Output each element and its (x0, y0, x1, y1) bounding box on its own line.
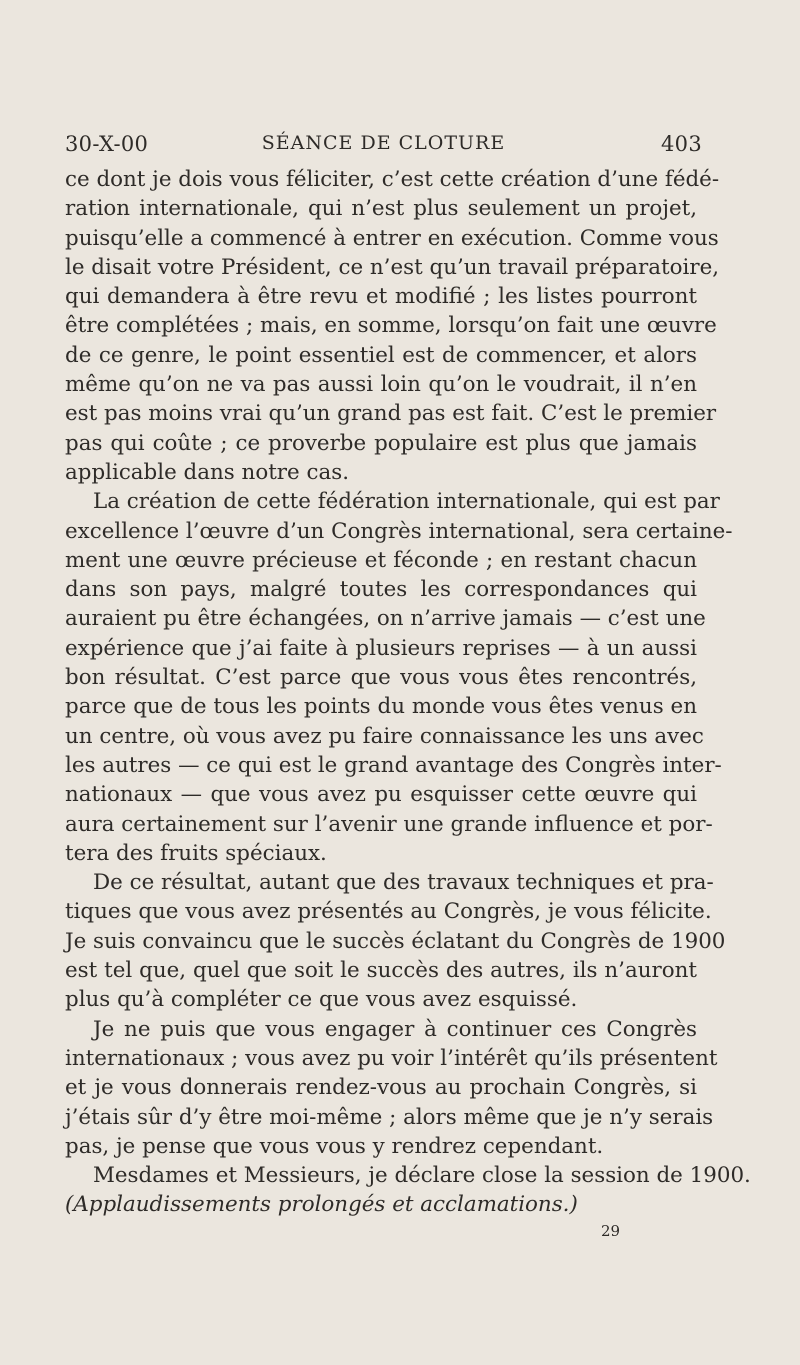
signature-mark: 29 (601, 1222, 621, 1240)
text-line: tera des fruits spéciaux. (65, 840, 327, 866)
header-title: SÉANCE DE CLOTURE (261, 132, 506, 154)
text-line: les autres — ce qui est le grand avantage des Congrès inter- (65, 752, 722, 778)
text-line: internationaux ; vous avez pu voir l’intérêt qu’ils présentent (65, 1045, 718, 1071)
text-line: Je suis convaincu que le succès éclatant du Congrès de 1900 (65, 928, 726, 954)
text-line: plus qu’à compléter ce que vous avez esquissé. (65, 987, 578, 1013)
text-line: auraient pu être échangées, on n’arrive jamais — c’est une (65, 606, 706, 632)
text-line: tiques que vous avez présentés au Congrès, je vous félicite. (65, 899, 712, 925)
text-line: aura certainement sur l’avenir une grande influence et por- (65, 811, 713, 837)
text-line: ration internationale, qui n’est plus seulement un projet, (65, 196, 697, 222)
text-line: j’étais sûr d’y être moi-même ; alors même que je n’y serais (65, 1104, 714, 1130)
text-line: bon résultat. C’est parce que vous vous êtes rencontrés, (65, 665, 697, 691)
text-line: même qu’on ne va pas aussi loin qu’on le voudrait, il n’en (65, 372, 697, 398)
text-line: La création de cette fédération internationale, qui est par (93, 489, 720, 515)
text-line: Mesdames et Messieurs, je déclare close la session de 1900. (93, 1163, 751, 1189)
header-date: 30-X-00 (65, 132, 149, 156)
text-line: expérience que j’ai faite à plusieurs reprises — à un aussi (65, 635, 697, 661)
text-line: est tel que, quel que soit le succès des autres, ils n’auront (65, 958, 697, 984)
text-line: nationaux — que vous avez pu esquisser cette œuvre qui (65, 782, 697, 808)
running-header (65, 132, 702, 160)
text-line: dans son pays, malgré toutes les correspondances qui (65, 577, 697, 603)
text-line: pas, je pense que vous vous y rendrez cependant. (65, 1133, 604, 1159)
text-line: ment une œuvre précieuse et féconde ; en restant chacun (65, 547, 697, 573)
text-line: un centre, où vous avez pu faire connaissance les uns avec (65, 723, 704, 749)
text-line: applicable dans notre cas. (65, 459, 349, 485)
page-number: 403 (661, 132, 702, 156)
text-line: ce dont je dois vous féliciter, c’est cette création d’une fédé- (65, 167, 720, 192)
text-line: de ce genre, le point essentiel est de commencer, et alors (65, 342, 697, 368)
text-line: être complétées ; mais, en somme, lorsqu’on fait une œuvre (65, 313, 717, 339)
text-line: pas qui coûte ; ce proverbe populaire est plus que jamais (65, 430, 697, 456)
text-line: et je vous donnerais rendez-vous au prochain Congrès, si (65, 1075, 697, 1101)
body-text (65, 165, 751, 1220)
stage-direction: (Applaudissements prolongés et acclamations.) (65, 1192, 578, 1218)
text-line: le disait votre Président, ce n’est qu’un travail préparatoire, (65, 254, 720, 280)
text-line: parce que de tous les points du monde vous êtes venus en (65, 694, 697, 720)
text-line: puisqu’elle a commencé à entrer en exécution. Comme vous (65, 225, 719, 251)
text-line: De ce résultat, autant que des travaux techniques et pra- (93, 870, 714, 896)
text-line: est pas moins vrai qu’un grand pas est fait. C’est le premier (65, 401, 717, 427)
text-line: excellence l’œuvre d’un Congrès international, sera certaine- (65, 518, 733, 544)
text-line: qui demandera à être revu et modifié ; les listes pourront (65, 284, 697, 310)
text-line: Je ne puis que vous engager à continuer ces Congrès (93, 1016, 697, 1042)
